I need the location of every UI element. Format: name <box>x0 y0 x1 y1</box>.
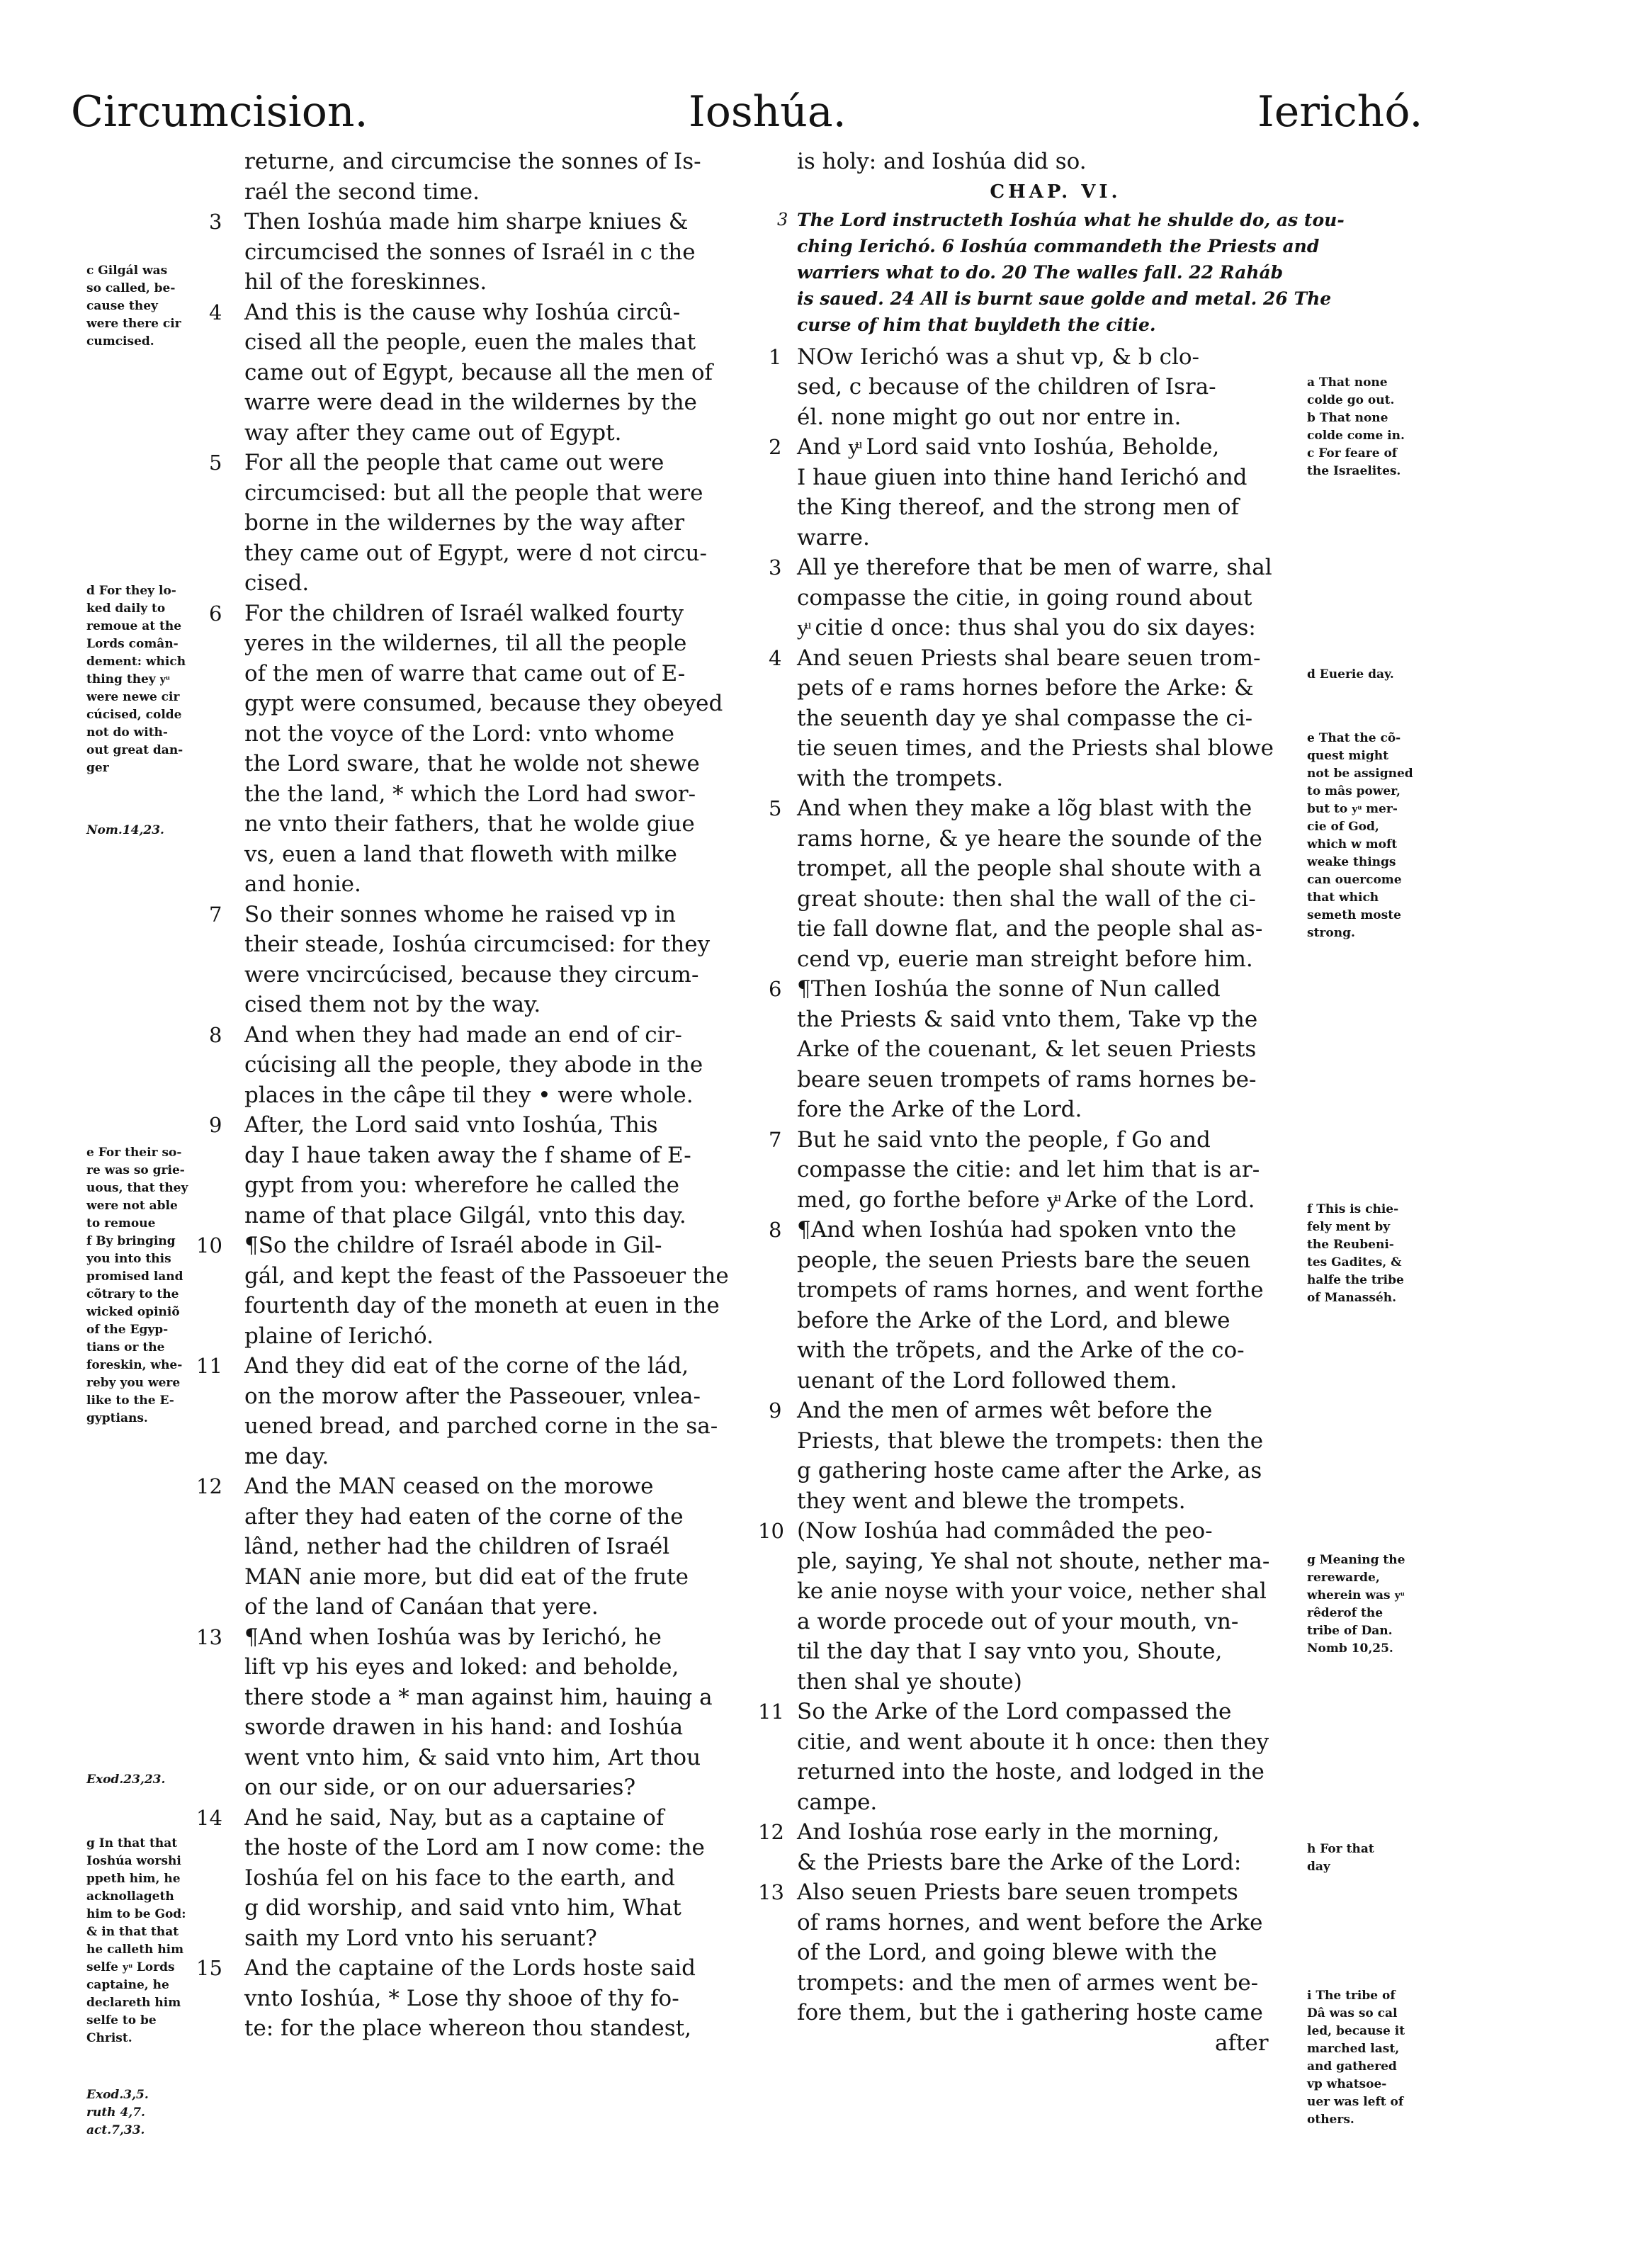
text-line: great shoute: then shal the wall of the ci- <box>797 886 1256 912</box>
text-line: & the Priests bare the Arke of the Lord: <box>797 1849 1242 1875</box>
text-line: beare seuen trompets of rams hornes be- <box>797 1066 1257 1092</box>
margin-note-left: e For their so- re was so grie- uous, that they were not able to remoue <box>86 1146 188 1231</box>
text-line: til the day that I say vnto you, Shoute, <box>797 1639 1223 1664</box>
verse <box>196 1622 800 1803</box>
verse <box>758 1516 1314 1697</box>
chapter-summary <box>777 207 1345 338</box>
margin-note-right: d Euerie day. <box>1307 667 1394 682</box>
running-head-left: Circumcision. <box>71 87 368 137</box>
text-line: pets of e rams hornes before the Arke: & <box>797 675 1254 701</box>
verse <box>769 553 1314 643</box>
verse <box>196 1351 800 1471</box>
verse-number: 9 <box>209 1113 222 1137</box>
text-line: All ye therefore that be men of warre, shal <box>797 555 1272 580</box>
text-line: Priests, that blewe the trompets: then the <box>797 1428 1264 1454</box>
verse <box>196 1803 800 1954</box>
verse <box>196 1231 800 1351</box>
verse <box>209 298 800 448</box>
verse-number: 11 <box>758 1700 784 1724</box>
text-line: uenant of the Lord followed them. <box>797 1367 1177 1393</box>
text-line: hil of the foreskinnes. <box>244 269 487 295</box>
text-line: after they had eaten of the corne of the <box>244 1503 684 1530</box>
text-line: For the children of Israél walked fourty <box>244 600 684 626</box>
verse <box>769 974 1314 1125</box>
text-line: And the captaine of the Lords hoste said <box>244 1955 696 1981</box>
verse <box>196 1471 800 1622</box>
text-line: compasse the citie: and let him that is ar- <box>797 1157 1260 1182</box>
text-line: the Priests & said vnto them, Take vp the <box>797 1006 1258 1032</box>
text-line: But he said vnto the people, f Go and <box>797 1126 1211 1153</box>
text-line: And the men of armes wêt before the <box>797 1398 1213 1423</box>
text-line: ¶Then Ioshúa the sonne of Nun called <box>797 976 1221 1002</box>
text-line: And yͧ Lord said vnto Ioshúa, Beholde, <box>797 434 1220 460</box>
text-line: So their sonnes whome he raised vp in <box>244 901 676 927</box>
verse <box>758 1877 1314 2058</box>
text-line: citie, and went aboute it h once: then they <box>797 1729 1269 1755</box>
margin-note-right: i The tribe of Dâ was so cal led, because it marched last, and gathered vp whatsoe- uer was left of others. <box>1307 1989 1405 2127</box>
text-line: then shal ye shoute) <box>797 1668 1022 1695</box>
text-line: ¶And when Ioshúa had spoken vnto the <box>797 1217 1237 1243</box>
text-line: cend vp, euerie man streight before him. <box>797 946 1253 972</box>
text-line: with the trompets. <box>797 765 1004 791</box>
text-line: Then Ioshúa made him sharpe kniues & <box>244 209 689 234</box>
text-line: ke anie noyse with your voice, nether shal <box>797 1578 1267 1604</box>
text-line: fourtenth day of the moneth at euen in the <box>244 1293 720 1318</box>
text-line: and honie. <box>244 871 361 897</box>
text-line: él. none might go out nor entre in. <box>797 404 1182 430</box>
verse-number: 3 <box>209 210 222 234</box>
text-line: And when they make a lõg blast with the <box>797 796 1252 821</box>
margin-note-right: a That none colde go out. b That none colde come in. c For feare of the Israelites. <box>1307 375 1405 478</box>
text-line: ¶So the childre of Israél abode in Gil- <box>244 1233 662 1258</box>
verse <box>769 1215 1314 1396</box>
text-line: And they did eat of the corne of the lád, <box>244 1353 689 1379</box>
text-line: Ioshúa fel on his face to the earth, and <box>244 1865 675 1891</box>
chapter-title: CHAP. VI. <box>990 181 1121 203</box>
running-head-center: Ioshúa. <box>689 87 847 137</box>
text-line: the the land, * which the Lord had swor- <box>244 781 696 807</box>
verse-number: 3 <box>769 555 782 580</box>
text-line: circumcised the sonnes of Israél in c the <box>244 239 696 265</box>
text-line: the seuenth day ye shal compasse the ci- <box>797 705 1253 731</box>
text-line: plaine of Ierichó. <box>244 1323 434 1349</box>
text-line: the hoste of the Lord am I now come: the <box>244 1835 705 1860</box>
verse-number: 7 <box>769 1127 782 1152</box>
running-head-right: Ierichó. <box>1257 87 1423 137</box>
text-line: day I haue taken away the f shame of E- <box>244 1142 691 1168</box>
verse-number: 4 <box>209 300 222 324</box>
page-header <box>0 84 1652 147</box>
text-line: the Lord sware, that he wolde not shewe <box>244 751 700 776</box>
text-line: is holy: and Ioshúa did so. <box>797 149 1087 174</box>
verse-number: 1 <box>769 344 782 369</box>
text-line: trompet, all the people shal shoute with a <box>797 856 1262 881</box>
text-line: of rams hornes, and went before the Arke <box>797 1909 1263 1935</box>
verse-number: 5 <box>769 796 782 820</box>
verse-number: 12 <box>758 1820 784 1844</box>
text-line: For all the people that came out were <box>244 450 664 475</box>
text-line: before the Arke of the Lord, and blewe <box>797 1307 1230 1333</box>
margin-note-left: g In that that Ioshúa worshi ppeth him, he acknollageth him to be God: & in that that he calleth him selfe yͧ Lords captaine, he declareth him selfe to be Christ. <box>86 1836 186 2045</box>
margin-note-left: Exod.3,5. ruth 4,7. act.7,33. <box>86 2088 149 2137</box>
verse <box>209 900 800 1020</box>
text-line: of the land of Canáan that yere. <box>244 1594 599 1619</box>
margin-note-right: g Meaning the rerewarde, wherein was yͧ rêderof the tribe of Dan. Nomb 10,25. <box>1307 1553 1405 1656</box>
text-line: fore the Arke of the Lord. <box>797 1097 1082 1122</box>
margin-note-left: Exod.23,23. <box>86 1773 166 1787</box>
text-line: people, the seuen Priests bare the seuen <box>797 1247 1251 1273</box>
text-line: After, the Lord said vnto Ioshúa, This <box>244 1112 658 1138</box>
text-line: trompets: and the men of armes went be- <box>797 1969 1259 1996</box>
margin-note-right: f This is chie- fely ment by the Reubeni- tes Gadites, & halfe the tribe of Manasséh. <box>1307 1202 1404 1305</box>
text-line: circumcised: but all the people that were <box>244 480 703 506</box>
verse <box>769 793 1314 974</box>
text-line: vnto Ioshúa, * Lose thy shooe of thy fo- <box>244 1985 679 2011</box>
text-line: lift vp his eyes and loked: and beholde, <box>244 1654 679 1680</box>
verse-number: 12 <box>196 1474 222 1498</box>
verse <box>209 599 800 900</box>
text-line: NOw Ierichó was a shut vp, & b clo- <box>797 344 1199 370</box>
margin-note-right: h For that day <box>1307 1842 1374 1874</box>
text-line: borne in the wildernes by the way after <box>244 510 685 536</box>
verse <box>769 342 1314 433</box>
text-line: a worde procede out of your mouth, vn- <box>797 1608 1239 1634</box>
text-line: went vnto him, & said vnto him, Art thou <box>244 1744 701 1770</box>
text-line: (Now Ioshúa had commâded the peo- <box>797 1518 1213 1544</box>
summary-line: The Lord instructeth Ioshúa what he shulde do, as tou- <box>797 209 1345 230</box>
text-line: yͧ citie d once: thus shal you do six dayes: <box>797 615 1256 640</box>
verse-number: 13 <box>196 1624 222 1649</box>
text-line: ple, saying, Ye shal not shoute, nether ma- <box>797 1548 1270 1574</box>
text-line: they came out of Egypt, were d not circu- <box>244 540 707 566</box>
text-line: gypt from you: wherefore he called the <box>244 1172 679 1198</box>
verse-number: 14 <box>196 1805 222 1830</box>
text-line: there stode a * man against him, hauing a <box>244 1684 713 1710</box>
verse <box>209 1020 800 1111</box>
text-line: yeres in the wildernes, til all the people <box>244 631 687 656</box>
verse <box>758 1817 1314 1877</box>
text-line: So the Arke of the Lord compassed the <box>797 1699 1232 1724</box>
verse-number: 8 <box>209 1022 222 1047</box>
text-line: sed, c because of the children of Isra- <box>797 374 1216 400</box>
verse <box>209 1110 800 1231</box>
verse-number: 6 <box>769 977 782 1001</box>
text-line: of the Lord, and going blewe with the <box>797 1940 1217 1965</box>
text-line: raél the second time. <box>244 179 480 205</box>
verse-number: 5 <box>209 451 222 475</box>
text-line: And the MAN ceased on the morowe <box>244 1474 654 1499</box>
text-line: name of that place Gilgál, vnto this day. <box>244 1202 686 1228</box>
verse-number: 15 <box>196 1956 222 1980</box>
text-line: were vncircúcised, because they circum- <box>244 961 699 988</box>
summary-line: warriers what to do. 20 The walles fall. 22 Raháb <box>797 261 1284 283</box>
text-line: And Ioshúa rose early in the morning, <box>797 1819 1220 1845</box>
verse <box>769 432 1314 553</box>
text-line: cised. <box>244 570 310 596</box>
text-line: sworde drawen in his hand: and Ioshúa <box>244 1714 684 1740</box>
text-line: Also seuen Priests bare seuen trompets <box>797 1879 1238 1905</box>
text-line: cúcising all the people, they abode in the <box>244 1052 703 1078</box>
verse <box>209 207 800 298</box>
text-line: gypt were consumed, because they obeyed <box>244 691 723 716</box>
text-line: returned into the hoste, and lodged in the <box>797 1759 1265 1785</box>
text-line: tie fall downe flat, and the people shal as- <box>797 916 1263 942</box>
text-line: fore them, but the i gathering hoste came <box>797 2000 1263 2025</box>
text-line: I haue giuen into thine hand Ierichó and <box>797 464 1248 490</box>
verse-number: 9 <box>769 1398 782 1423</box>
left-text-column <box>196 147 800 2044</box>
verse-number: 10 <box>758 1519 784 1543</box>
text-line: vs, euen a land that floweth with milke <box>244 841 677 867</box>
text-line: g did worship, and said vnto him, What <box>244 1895 681 1921</box>
text-line: ne vnto their fathers, that he wolde giue <box>244 811 695 837</box>
text-line: g gathering hoste came after the Arke, as <box>797 1458 1262 1483</box>
verse-number: 6 <box>209 601 222 626</box>
text-line: uened bread, and parched corne in the sa- <box>244 1413 718 1439</box>
summary-line: is saued. 24 All is burnt saue golde and metal. 26 The <box>797 288 1332 309</box>
text-line: not the voyce of the Lord: vnto whome <box>244 720 674 747</box>
verse-number: 10 <box>196 1233 222 1257</box>
text-line: tie seuen times, and the Priests shal blowe <box>797 735 1274 761</box>
verse <box>196 1953 800 2044</box>
text-line: te: for the place whereon thou standest, <box>244 2016 691 2041</box>
verse <box>769 1396 1314 1516</box>
text-line: the King thereof, and the strong men of <box>797 494 1240 520</box>
verse <box>769 1125 1314 1216</box>
text-line: And when they had made an end of cir- <box>244 1022 682 1048</box>
margin-note-right: e That the cõ- quest might not be assigned to mâs power, but to yͧ mer- cie of God, which w moft weake things can ouercome that which semeth moste strong. <box>1307 731 1413 940</box>
text-line: places in the câpe til they • were whole. <box>244 1082 694 1108</box>
text-line: me day. <box>244 1443 329 1469</box>
text-line: way after they came out of Egypt. <box>244 419 622 446</box>
catchword: after <box>1215 2030 1269 2056</box>
verse-number: 8 <box>769 1218 782 1242</box>
verse-number: 7 <box>209 902 222 927</box>
summary-number: 3 <box>777 209 788 230</box>
text-line: their steade, Ioshúa circumcised: for they <box>244 932 711 957</box>
verse-number: 11 <box>196 1354 222 1378</box>
verse-number: 2 <box>769 435 782 459</box>
text-line: saith my Lord vnto his seruant? <box>244 1925 597 1951</box>
text-line: warre. <box>797 524 870 550</box>
summary-line: curse of him that buyldeth the citie. <box>797 314 1156 335</box>
verse <box>209 448 800 599</box>
summary-line: ching Ierichó. 6 Ioshúa commandeth the Priests and <box>797 235 1320 256</box>
text-line: returne, and circumcise the sonnes of Is- <box>244 149 701 174</box>
text-line: on the morow after the Passeouer, vnlea- <box>244 1383 701 1409</box>
text-line: lând, nether had the children of Israél <box>244 1534 670 1559</box>
text-line: with the trõpets, and the Arke of the co- <box>797 1338 1245 1363</box>
text-line: they went and blewe the trompets. <box>797 1488 1186 1514</box>
text-line: And this is the cause why Ioshúa circû- <box>244 299 681 325</box>
text-line: Arke of the couenant, & let seuen Priests <box>797 1036 1257 1062</box>
text-line: gál, and kept the feast of the Passoeuer the <box>244 1262 729 1289</box>
text-line: compasse the citie, in going round about <box>797 584 1252 611</box>
text-line: cised them not by the way. <box>244 992 541 1017</box>
verse <box>769 643 1314 794</box>
margin-note-left: f By bringing you into this promised land cõtrary to the wicked opiniõ of the Egyp- tians or the foreskin, whe- reby you were like to the E- gyptians. <box>86 1234 183 1425</box>
text-line: cised all the people, euen the males that <box>244 329 696 355</box>
text-line: rams horne, & ye heare the sounde of the <box>797 825 1262 852</box>
text-line: And seuen Priests shal beare seuen trom- <box>797 645 1261 671</box>
verse <box>758 1697 1314 1817</box>
margin-note-left: d For they lo- ked daily to remoue at the Lords comân- dement: which thing they yͧ were newe cir cúcised, colde not do with- out great dan- ger <box>86 584 186 775</box>
text-line: warre were dead in the wildernes by the <box>244 390 697 415</box>
verse-number: 13 <box>758 1880 784 1904</box>
margin-note-left: c Gilgál was so called, be- cause they were there cir cumcised. <box>86 264 181 349</box>
text-line: campe. <box>797 1789 878 1815</box>
text-line: med, go forthe before yͧ Arke of the Lord. <box>797 1187 1255 1213</box>
verse-number: 4 <box>769 645 782 670</box>
text-line: ¶And when Ioshúa was by Ierichó, he <box>244 1624 662 1650</box>
text-line: on our side, or on our aduersaries? <box>244 1775 636 1800</box>
text-line: trompets of rams hornes, and went forthe <box>797 1277 1264 1303</box>
text-line: MAN anie more, but did eat of the frute <box>244 1564 689 1590</box>
text-line: And he said, Nay, but as a captaine of <box>244 1804 664 1831</box>
text-line: came out of Egypt, because all the men of <box>244 359 713 385</box>
text-line: of the men of warre that came out of E- <box>244 660 686 686</box>
margin-note-left: Nom.14,23. <box>86 823 164 837</box>
